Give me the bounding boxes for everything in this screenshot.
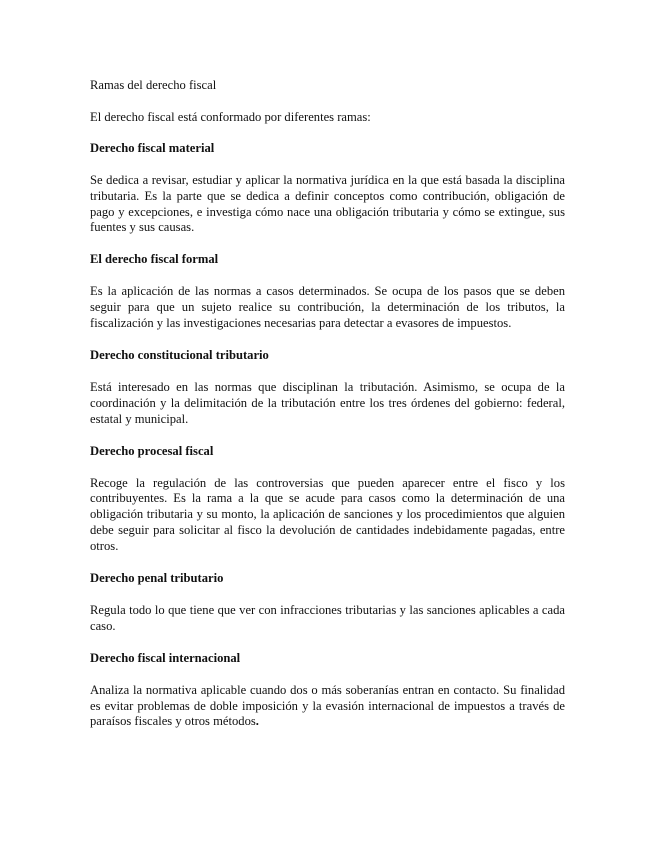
section-body: Es la aplicación de las normas a casos determinados. Se ocupa de los pasos que se deben seguir para que un sujeto realice su contribución, la determinación de los tributos, la fiscalización y las investigaciones necesarias para detectar a evasores de impuestos. — [90, 284, 565, 331]
section-body-text: Analiza la normativa aplicable cuando dos o más soberanías entran en contacto. Su finalidad es evitar problemas de doble imposición y la evasión internacional de impuestos a través de paraísos fiscales y otros métodos — [90, 682, 565, 729]
section-body: Se dedica a revisar, estudiar y aplicar la normativa jurídica en la que está basada la disciplina tributaria. Es la parte que se dedica a definir conceptos como contribución, obligación de pago y excepciones, e investiga cómo nace una obligación tributaria y cómo se extingue, sus fuentes y sus causas. — [90, 172, 565, 235]
section-derecho-fiscal-internacional — [90, 651, 565, 731]
section-derecho-constitucional-tributario — [90, 348, 565, 428]
section-heading: Derecho procesal fiscal — [90, 443, 214, 458]
section-derecho-procesal-fiscal — [90, 444, 565, 555]
section-heading: Derecho fiscal material — [90, 140, 215, 155]
section-derecho-fiscal-formal — [90, 252, 565, 332]
section-body: Regula todo lo que tiene que ver con infracciones tributarias y las sanciones aplicables a cada caso. — [90, 602, 565, 633]
document-title: Ramas del derecho fiscal — [90, 78, 217, 92]
section-derecho-fiscal-material — [90, 141, 565, 237]
section-body: Recoge la regulación de las controversias que pueden aparecer entre el fisco y los contribuyentes. Es la rama a la que se acude para casos como la determinación de una obligación tributaria y su monto, la aplicación de sanciones y los procedimientos que alguien debe seguir para solicitar al fisco la devolución de cantidades indebidamente pagadas, entre otros. — [90, 475, 565, 554]
section-body — [90, 683, 565, 731]
section-heading: Derecho fiscal internacional — [90, 650, 241, 665]
section-derecho-penal-tributario — [90, 571, 565, 635]
document-intro: El derecho fiscal está conformado por diferentes ramas: — [90, 109, 371, 124]
section-body: Está interesado en las normas que disciplinan la tributación. Asimismo, se ocupa de la coordinación y la delimitación de la tributación entre los tres órdenes del gobierno: federal, estatal y municipal. — [90, 379, 565, 426]
bold-period: . — [255, 714, 259, 729]
section-heading: El derecho fiscal formal — [90, 252, 219, 267]
section-heading: Derecho constitucional tributario — [90, 347, 269, 362]
section-heading: Derecho penal tributario — [90, 571, 224, 586]
